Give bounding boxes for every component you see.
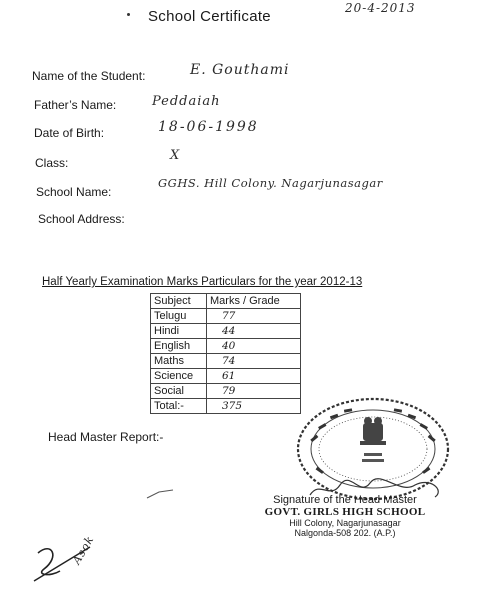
column-header-marks: Marks / Grade: [207, 294, 301, 309]
subject-cell: Science: [151, 369, 207, 384]
class-label: Class:: [35, 156, 69, 170]
signature-title: Signature of the Head Master: [273, 494, 417, 506]
student-name-value: E. Gouthami: [190, 62, 290, 78]
mark-cell: 61: [222, 370, 236, 382]
student-name-label: Name of the Student:: [32, 69, 146, 83]
dob-label: Date of Birth:: [34, 126, 105, 140]
school-name-stamp: GOVT. GIRLS HIGH SCHOOL: [264, 506, 426, 518]
mark-cell: 79: [222, 385, 236, 397]
head-master-report-label: Head Master Report:-: [48, 430, 164, 444]
school-address-label: School Address:: [38, 212, 125, 226]
marks-header-row: [151, 294, 301, 309]
handwritten-note: Asok: [70, 533, 97, 567]
school-address-line1: Hill Colony, Nagarjunasagar: [289, 518, 401, 528]
ink-tick-mark: [145, 488, 175, 500]
mark-cell: 44: [222, 325, 236, 337]
total-mark-cell: 375: [222, 400, 243, 412]
subject-cell: Telugu: [151, 309, 207, 324]
total-label-cell: Total:-: [151, 399, 207, 414]
dob-value: 18-06-1998: [158, 119, 259, 135]
mark-cell: 77: [222, 310, 236, 322]
ink-dot: [127, 13, 130, 16]
school-name-value: GGHS. Hill Colony. Nagarjunasagar: [158, 176, 383, 190]
handwritten-initials: [30, 535, 120, 595]
subject-cell: Maths: [151, 354, 207, 369]
issue-date: 20-4-2013: [345, 1, 416, 15]
signature-block: [245, 494, 445, 538]
table-row: [151, 354, 301, 369]
school-address-line2: Nalgonda-508 202. (A.P.): [294, 528, 396, 538]
table-row: [151, 339, 301, 354]
subject-cell: Social: [151, 384, 207, 399]
mark-cell: 74: [222, 355, 236, 367]
table-row: [151, 369, 301, 384]
marks-heading: Half Yearly Examination Marks Particulars for the year 2012-13: [42, 276, 363, 288]
table-row: [151, 384, 301, 399]
certificate-title: School Certificate: [148, 8, 271, 25]
school-name-label: School Name:: [36, 185, 112, 199]
subject-cell: English: [151, 339, 207, 354]
class-value: X: [170, 148, 181, 163]
mark-cell: 40: [222, 340, 236, 352]
father-name-label: Father’s Name:: [34, 98, 117, 112]
table-row: [151, 309, 301, 324]
table-row: [151, 324, 301, 339]
column-header-subject: Subject: [151, 294, 207, 309]
father-name-value: Peddaiah: [152, 94, 221, 109]
marks-table: [150, 293, 301, 414]
total-row: [151, 399, 301, 414]
subject-cell: Hindi: [151, 324, 207, 339]
